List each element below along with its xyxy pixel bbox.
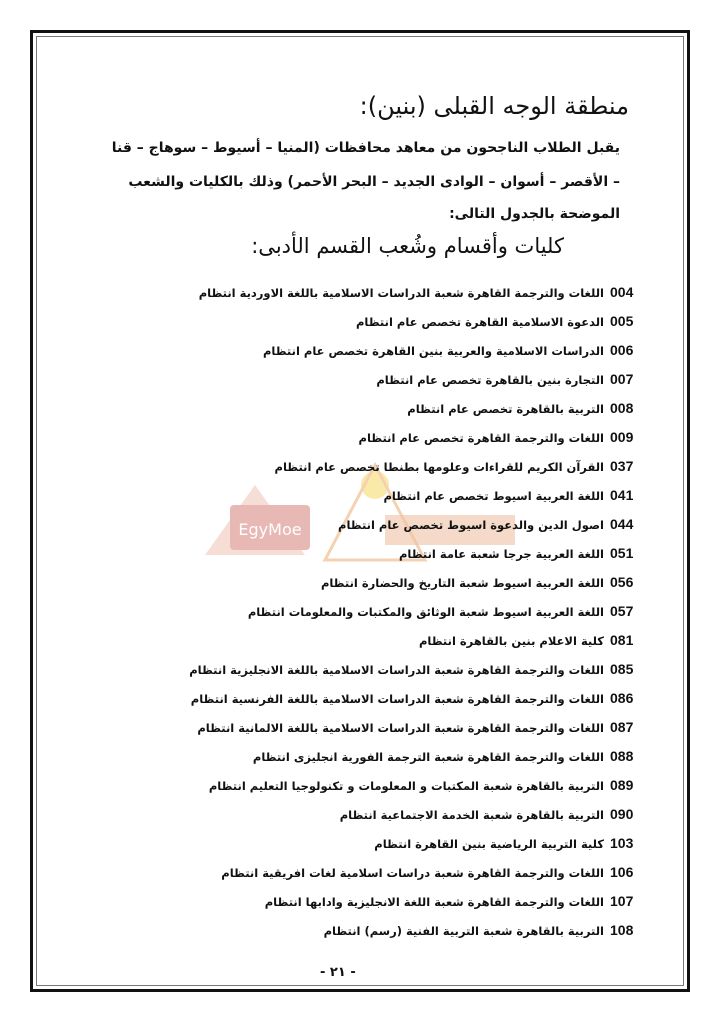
program-name: اللغات والترجمة القاهرة شعبة اللغة الانجليزية وادابها انتظام	[264, 895, 604, 909]
program-name: اللغات والترجمة القاهرة شعبة الدراسات الاسلامية باللغة الانجليزية انتظام	[189, 663, 604, 677]
page-number: - ٢١ -	[320, 965, 356, 980]
list-item	[0, 893, 724, 917]
list-item	[0, 777, 724, 801]
program-code: 108	[610, 922, 634, 938]
list-item	[0, 719, 724, 743]
region-title: منطقة الوجه القبلى (بنين):	[359, 92, 629, 120]
program-code: 103	[610, 835, 634, 851]
program-code: 087	[610, 719, 634, 735]
program-code: 089	[610, 777, 634, 793]
program-name: كلية التربية الرياضية بنين القاهرة انتظام	[374, 837, 604, 851]
intro-line-2: – الأقصر – أسوان – الوادى الجديد – البحر الأحمر) وذلك بالكليات والشعب	[128, 174, 620, 190]
program-code: 090	[610, 806, 634, 822]
program-name: الدراسات الاسلامية والعربية بنين القاهرة تخصص عام انتظام	[262, 344, 604, 358]
list-item	[0, 574, 724, 598]
list-item	[0, 864, 724, 888]
list-item	[0, 632, 724, 656]
program-code: 107	[610, 893, 634, 909]
program-name: التجارة بنين بالقاهرة تخصص عام انتظام	[376, 373, 604, 387]
program-name: اصول الدين والدعوة اسيوط تخصص عام انتظام	[338, 518, 604, 532]
watermark-text: EgyMoe	[238, 520, 302, 539]
list-item	[0, 661, 724, 685]
program-name: اللغات والترجمة القاهرة شعبة الدراسات الاسلامية باللغة الفرنسية انتظام	[190, 692, 604, 706]
list-item	[0, 342, 724, 366]
list-item	[0, 603, 724, 627]
list-item	[0, 284, 724, 308]
program-name: اللغات والترجمة القاهرة تخصص عام انتظام	[358, 431, 604, 445]
list-item	[0, 690, 724, 714]
program-name: كلية الاعلام بنين بالقاهرة انتظام	[418, 634, 604, 648]
program-code: 057	[610, 603, 634, 619]
program-name: اللغة العربية اسيوط شعبة التاريخ والحضارة انتظام	[320, 576, 604, 590]
program-name: اللغات والترجمة القاهرة شعبة الترجمة الفورية انجليزى انتظام	[252, 750, 604, 764]
program-code: 051	[610, 545, 634, 561]
program-code: 056	[610, 574, 634, 590]
program-code: 007	[610, 371, 634, 387]
program-name: اللغة العربية اسيوط شعبة الوثائق والمكتبات والمعلومات انتظام	[247, 605, 604, 619]
program-name: التربية بالقاهرة شعبة المكتبات و المعلومات و تكنولوجيا التعليم انتظام	[208, 779, 604, 793]
list-item	[0, 429, 724, 453]
program-code: 041	[610, 487, 634, 503]
list-item	[0, 400, 724, 424]
program-name: التربية بالقاهرة شعبة الخدمة الاجتماعية انتظام	[339, 808, 604, 822]
program-name: التربية بالقاهرة تخصص عام انتظام	[407, 402, 604, 416]
section-title: كليات وأقسام وشُعب القسم الأدبى:	[251, 234, 564, 258]
program-name: التربية بالقاهرة شعبة التربية الفنية (رسم) انتظام	[323, 924, 604, 938]
program-code: 086	[610, 690, 634, 706]
program-code: 081	[610, 632, 634, 648]
list-item	[0, 922, 724, 946]
program-name: اللغات والترجمة القاهرة شعبة الدراسات الاسلامية باللغة الاوردية انتظام	[198, 286, 604, 300]
program-code: 008	[610, 400, 634, 416]
program-code: 006	[610, 342, 634, 358]
list-item	[0, 545, 724, 569]
list-item	[0, 313, 724, 337]
program-code: 085	[610, 661, 634, 677]
list-item	[0, 835, 724, 859]
program-name: اللغة العربية جرجا شعبة عامة انتظام	[398, 547, 604, 561]
program-name: الدعوة الاسلامية القاهرة تخصص عام انتظام	[355, 315, 604, 329]
list-item	[0, 806, 724, 830]
program-code: 009	[610, 429, 634, 445]
program-code: 004	[610, 284, 634, 300]
list-item	[0, 458, 724, 482]
list-item	[0, 516, 724, 540]
list-item	[0, 748, 724, 772]
program-name: القرآن الكريم للقراءات وعلومها بطنطا تخصص عام انتظام	[274, 460, 604, 474]
intro-line-1: يقبل الطلاب الناجحون من معاهد محافظات (المنيا – أسيوط – سوهاج – قنا	[111, 140, 620, 156]
program-code: 044	[610, 516, 634, 532]
program-name: اللغات والترجمة القاهرة شعبة دراسات اسلامية لغات افريقية انتظام	[221, 866, 604, 880]
program-code: 005	[610, 313, 634, 329]
program-name: اللغات والترجمة القاهرة شعبة الدراسات الاسلامية باللغة الالمانية انتظام	[197, 721, 604, 735]
list-item	[0, 487, 724, 511]
program-name: اللغة العربية اسيوط تخصص عام انتظام	[383, 489, 604, 503]
program-code: 088	[610, 748, 634, 764]
list-item	[0, 371, 724, 395]
program-code: 106	[610, 864, 634, 880]
intro-line-3: الموضحة بالجدول التالى:	[449, 206, 620, 222]
program-code: 037	[610, 458, 634, 474]
